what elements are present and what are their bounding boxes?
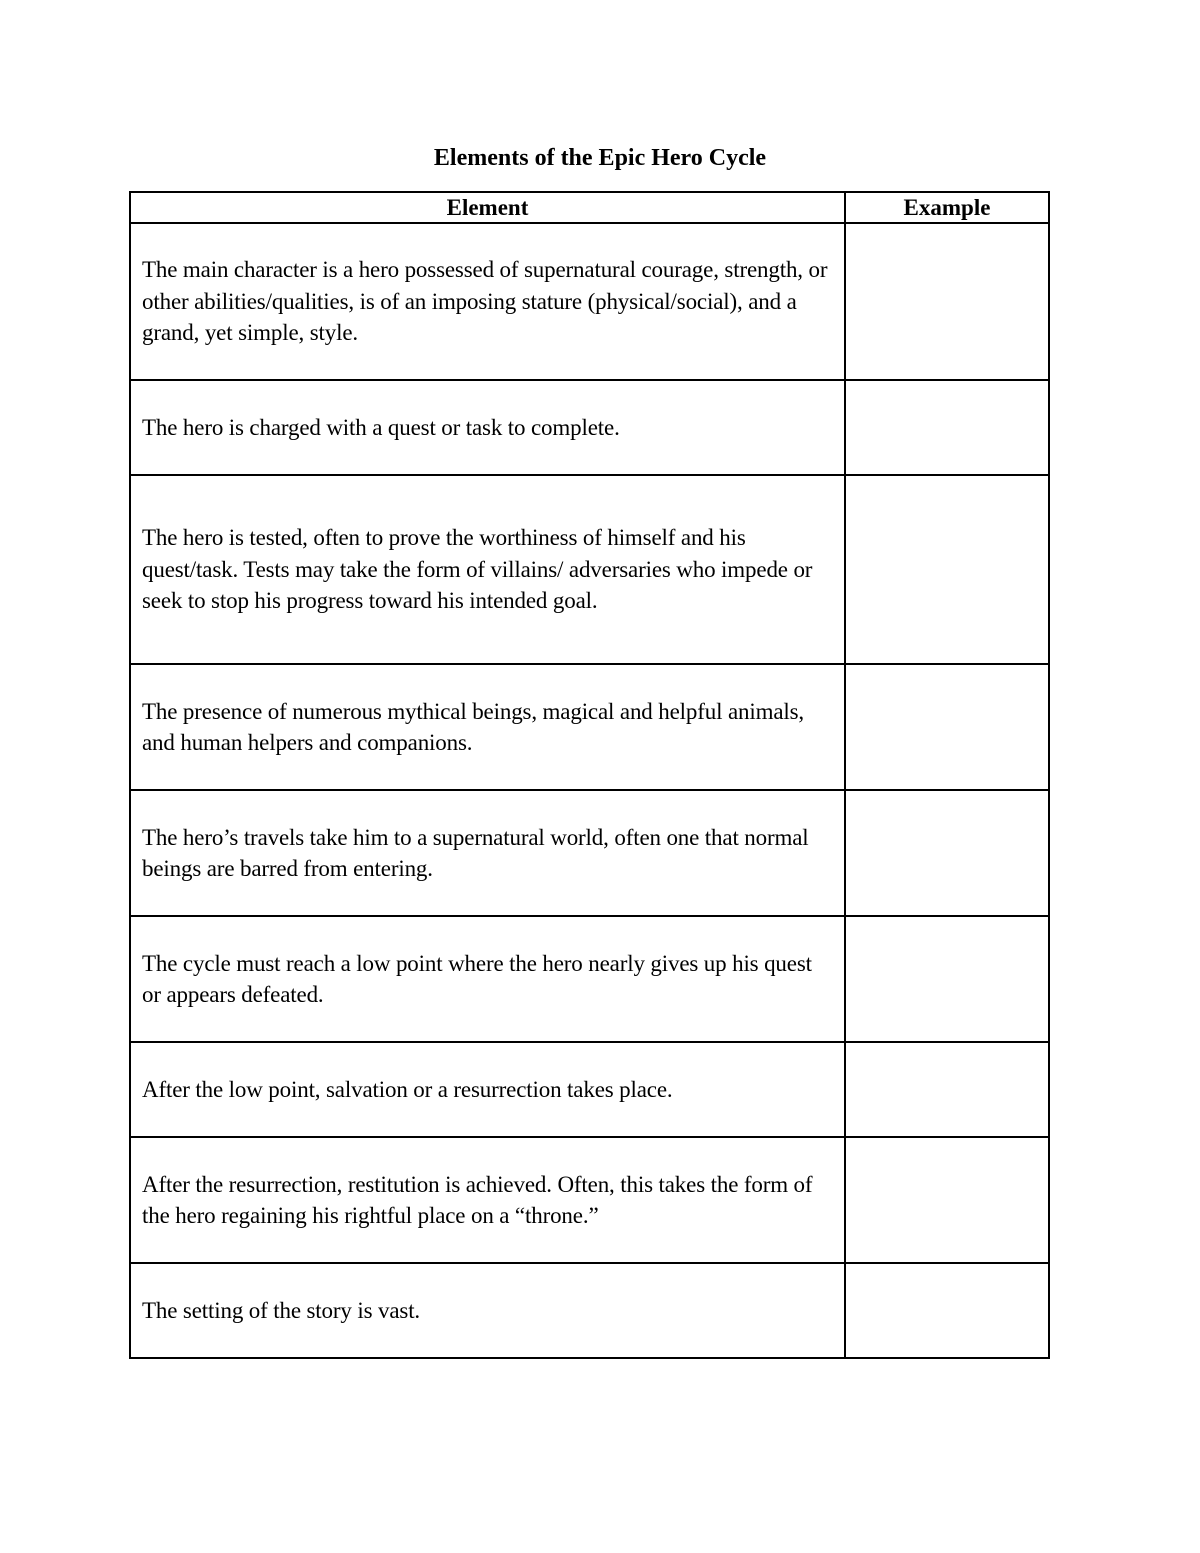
- example-cell[interactable]: [845, 1137, 1049, 1263]
- element-cell: [130, 790, 845, 916]
- example-cell[interactable]: [845, 475, 1049, 664]
- epic-hero-elements-table: [129, 191, 1050, 1359]
- element-cell: [130, 1042, 845, 1137]
- table-row: [130, 1263, 1049, 1358]
- element-text: After the resurrection, restitution is achieved. Often, this takes the form of the hero regaining his rightful place on a “throne.”: [142, 1171, 813, 1228]
- example-cell[interactable]: [845, 790, 1049, 916]
- element-cell: [130, 1263, 845, 1358]
- element-text: The hero’s travels take him to a supernatural world, often one that normal beings are barred from entering.: [142, 824, 809, 881]
- page-title: Elements of the Epic Hero Cycle: [433, 145, 767, 171]
- table-row: [130, 790, 1049, 916]
- table-row: [130, 664, 1049, 790]
- example-column-header: Example: [845, 192, 1049, 223]
- element-text: The main character is a hero possessed of supernatural courage, strength, or other abilities/qualities, is of an imposing stature (physical/social), and a grand, yet simple, style.: [142, 257, 828, 346]
- element-text: The setting of the story is vast.: [142, 1297, 421, 1323]
- element-text: The hero is charged with a quest or task to complete.: [142, 414, 620, 440]
- element-cell: [130, 380, 845, 475]
- element-cell: [130, 664, 845, 790]
- example-cell[interactable]: [845, 664, 1049, 790]
- table-row: [130, 1137, 1049, 1263]
- table-row: [130, 380, 1049, 475]
- example-cell[interactable]: [845, 380, 1049, 475]
- table-row: [130, 223, 1049, 380]
- example-cell[interactable]: [845, 223, 1049, 380]
- element-cell: [130, 475, 845, 664]
- element-text: The cycle must reach a low point where the hero nearly gives up his quest or appears defeated.: [142, 950, 812, 1007]
- element-cell: [130, 916, 845, 1042]
- table-row: [130, 916, 1049, 1042]
- table-row: [130, 475, 1049, 664]
- element-column-header: Element: [130, 192, 845, 223]
- table-header-row: [130, 192, 1049, 223]
- element-cell: [130, 1137, 845, 1263]
- element-cell: [130, 223, 845, 380]
- element-text: The presence of numerous mythical beings, magical and helpful animals, and human helpers and companions.: [142, 698, 805, 755]
- element-text: After the low point, salvation or a resurrection takes place.: [142, 1076, 673, 1102]
- example-cell[interactable]: [845, 1263, 1049, 1358]
- element-text: The hero is tested, often to prove the worthiness of himself and his quest/task. Tests may take the form of villains/ adversaries who impede or seek to stop his progress toward his intended goal.: [142, 525, 813, 614]
- example-cell[interactable]: [845, 1042, 1049, 1137]
- example-cell[interactable]: [845, 916, 1049, 1042]
- table-row: [130, 1042, 1049, 1137]
